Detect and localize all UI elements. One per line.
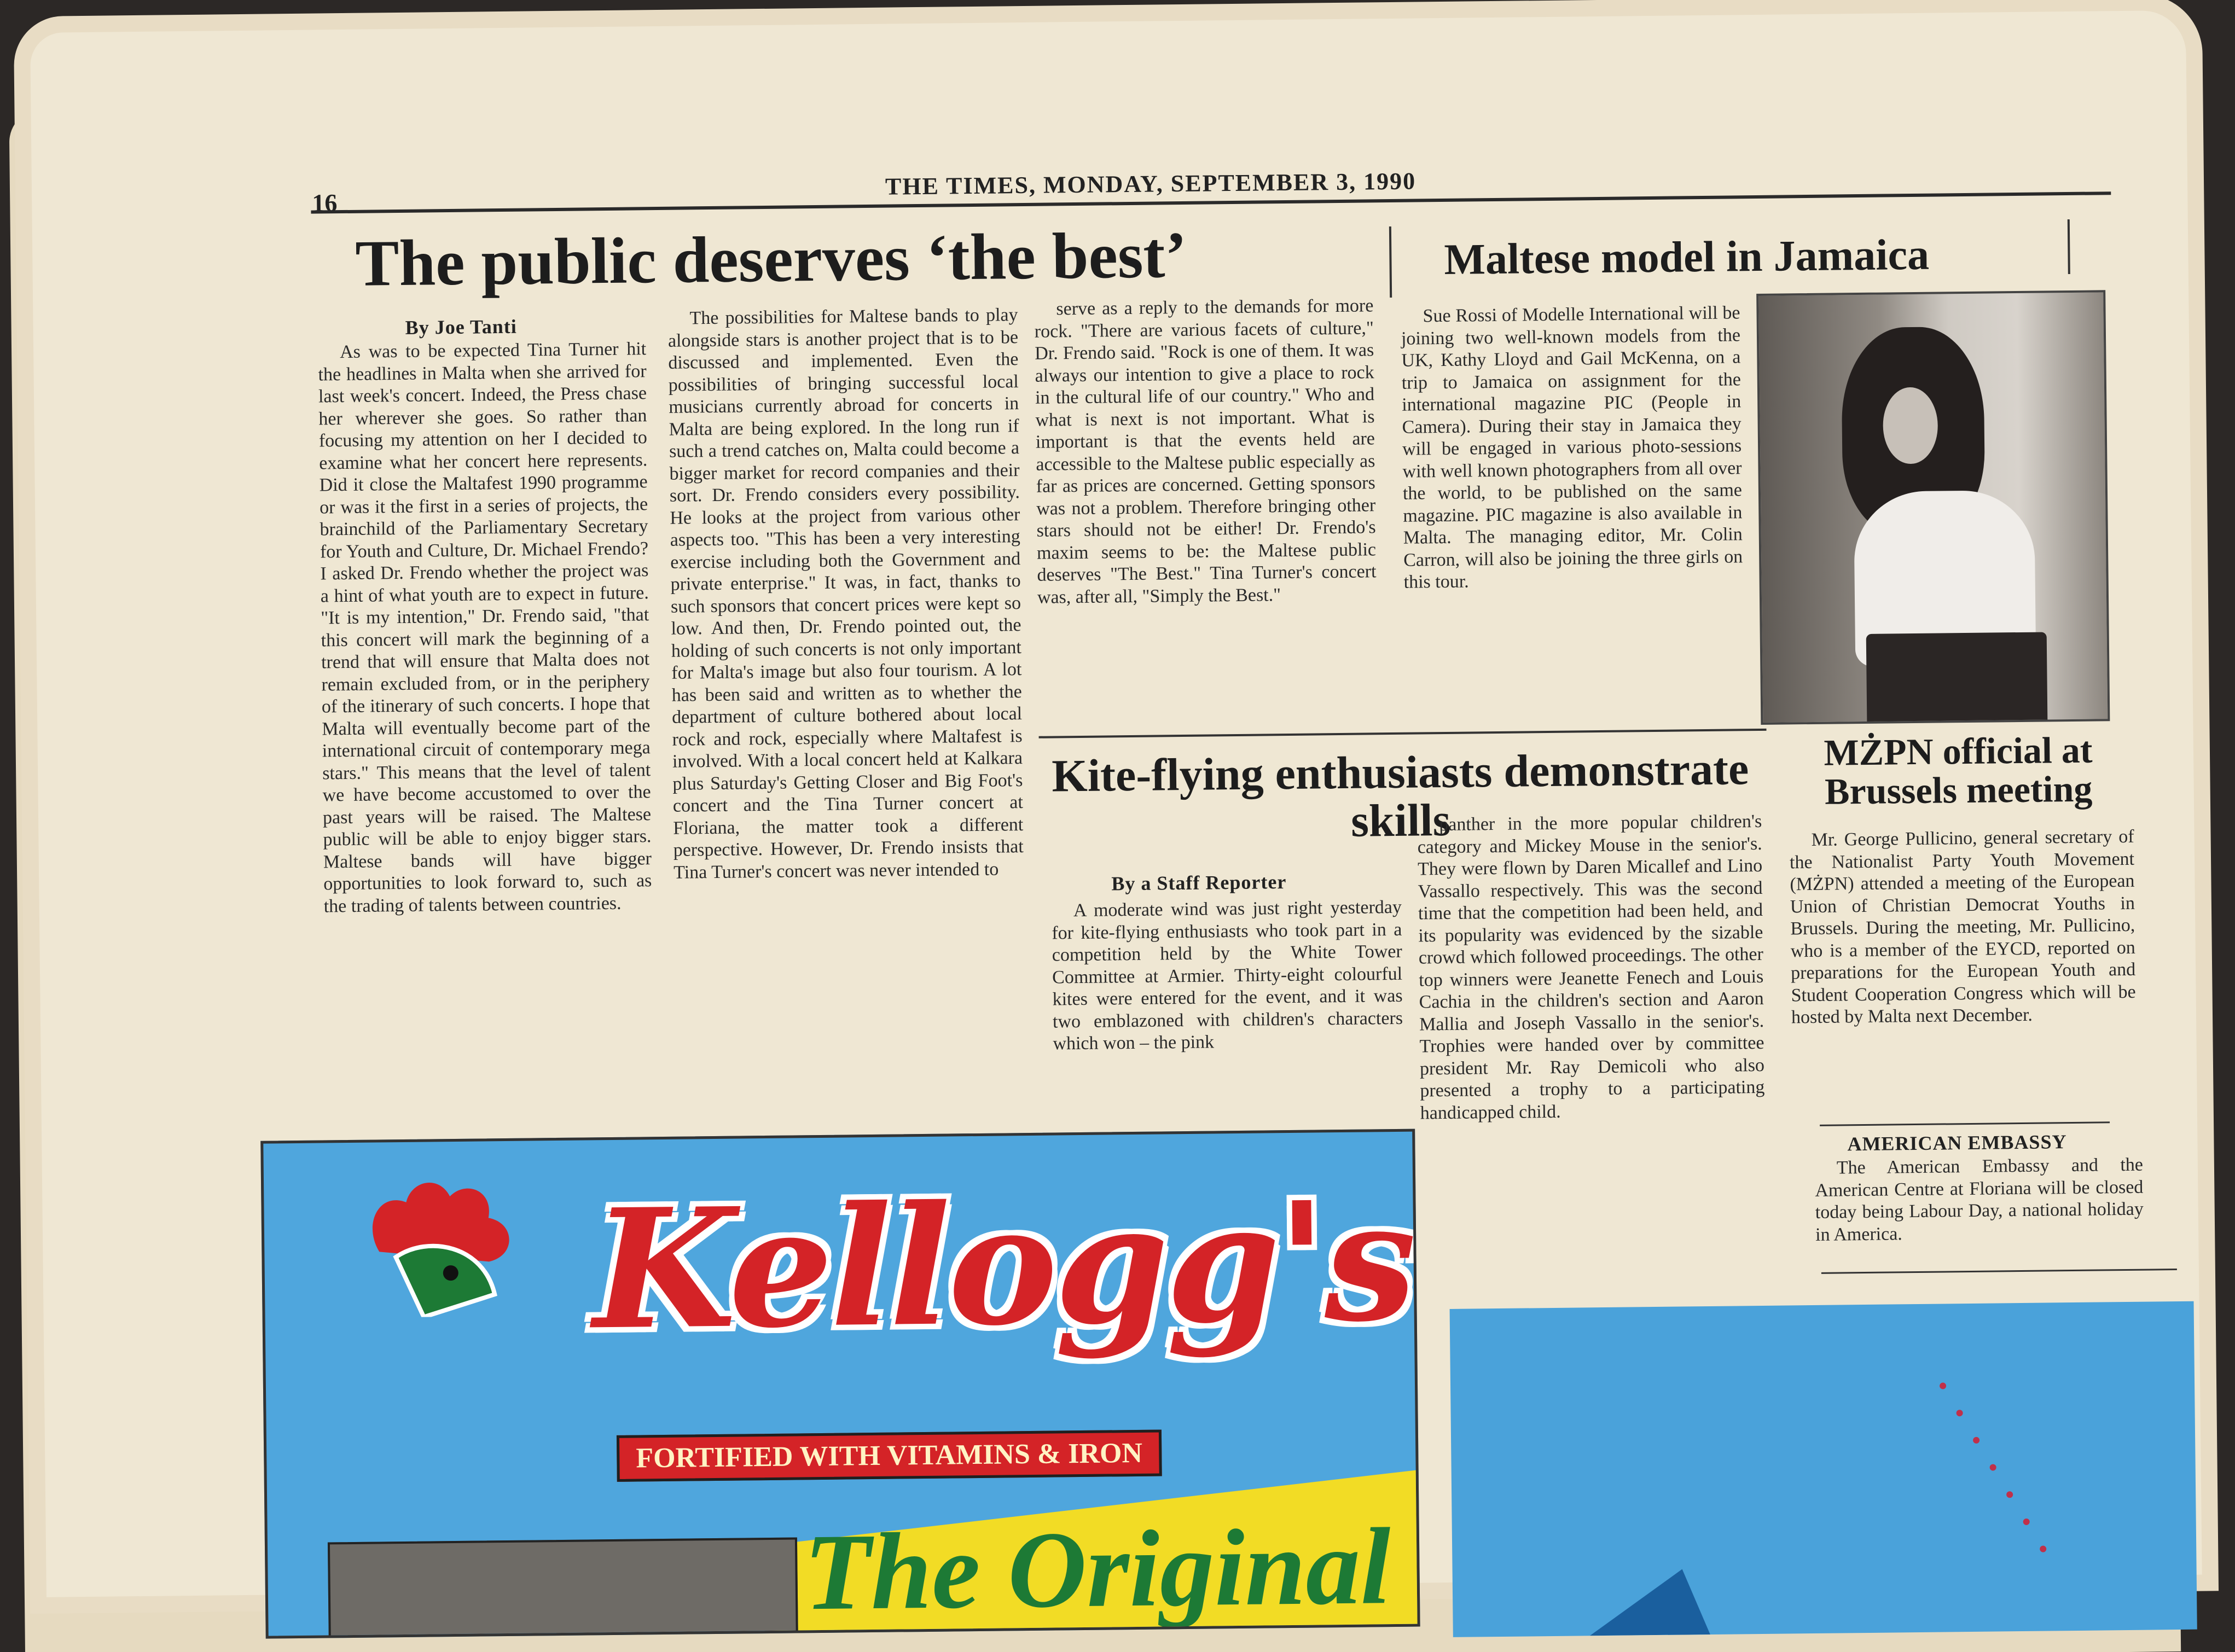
embassy-bottom-rule (1821, 1269, 2177, 1274)
embassy-article-text: The American Embassy and the American Centre at Floriana will be closed today being Labour Day, a national holiday in America. (1815, 1154, 2144, 1245)
model-headline: Maltese model in Jamaica (1444, 230, 1930, 284)
rooster-icon (357, 1174, 523, 1318)
page-number: 16 (312, 189, 338, 217)
kite-article-col1: A moderate wind was just right yesterday for kite-flying enthusiasts who took part in a competition held by the White Tower Committee at Armier. Thirty-eight colourful kites were entered for the event, and it was two emblazoned with children's characters which won – the pink (1052, 897, 1403, 1054)
mzpn-headline: MŻPN official at Brussels meeting (1824, 729, 2093, 813)
main-article-col1: As was to be expected Tina Turner hit the headlines in Malta when she arrived for last week's concert. Indeed, the Press chase her wherever she goes. So rather than focusing my attention on her I decided to examine what her concert here represents. Did it close the Maltafest 1990 programme or was it the first in a series of projects, the brainchild of the Parliamentary Secretary for Youth and Culture, Dr. Michael Frendo? I asked Dr. Frendo whether the project was a hint of what youth are to expect in future. "It is my intention," Dr. Frendo said, "that this concert will mark the beginning of a trend that will ensure that Malta does not remain excluded from, or in the periphery of the itinerary of such concerts. I hope that Malta will eventually become part of the international circuit of contemporary mega stars." This means that the level of talent we have become accustomed to over the past years will be raised. The Maltese public will be able to enjoy bigger stars. Maltese bands will have bigger opportunities to look forward to, such as the trading of talents between countries. (318, 339, 652, 916)
model-photo (1756, 290, 2110, 725)
original-slogan: The Original (803, 1506, 1392, 1633)
kelloggs-logo: Kellogg's (591, 1164, 1414, 1366)
kite-headline: Kite-flying enthusiasts demonstrate skills (1051, 743, 1749, 847)
main-article-col3: serve as a reply to the demands for more rock. "There are various facets of culture," Dr. Frendo said. "Rock is one of them. It was always our intention to give a place to rock in the cultural life of our country." Who and what is next is not important. What is important is that the events held are accessible to the Maltese public especially as far as prices are concerned. Getting sponsors was not a problem. Therefore bringing other stars should not be either! Dr. Frendo's maxim seems to be: the Maltese public deserves "The Best." Tina Turner's concert was, after all, "Simply the Best." (1034, 295, 1377, 608)
embassy-top-rule (1820, 1121, 2110, 1126)
cereal-box-graphic (328, 1537, 799, 1638)
main-article-col2: The possibilities for Maltese bands to play alongside stars is another project that is to be discussed and implemented. Even the possibilities of bringing successful local musicians currently abroad for concerts in Malta are being explored. In the long run if such a trend catches on, Malta could become a bigger market for record companies and their sort. Dr. Frendo considers every possibility. He looks at the project from various other aspects too. "This has been a very interesting exercise including both the Government and private enterprise." It was, in fact, thanks to such sponsors that concert prices were kept so low. And then, Dr. Frendo pointed out, the holding of such concerts is not only important for Malta's image but also four tourism. A lot has been said and written as to whether the department of culture bothered about local rock and rock, especially where Maltafest is involved. With a local concert held at Kalkara plus Saturday's Getting Closer and Big Foot's concert and the Tina Turner concert at Floriana, the matter took a different perspective. However, Dr. Frendo insists that Tina Turner's concert was never intended to (667, 305, 1024, 883)
model-box-right-rule (2068, 219, 2070, 274)
photo-face (1883, 387, 1938, 464)
embassy-headline: AMERICAN EMBASSY (1847, 1131, 2067, 1155)
main-byline: By Joe Tanti (405, 315, 517, 339)
kite-byline: By a Staff Reporter (1111, 871, 1287, 895)
kelloggs-advert (260, 1129, 1420, 1639)
model-box-left-rule (1389, 226, 1392, 298)
second-advert (1450, 1301, 2197, 1637)
photo-skirt (1866, 632, 2048, 724)
main-headline: The public deserves ‘the best’ (355, 218, 1187, 300)
kite-top-rule (1039, 729, 1767, 738)
kite-string-dots-icon (1450, 1301, 2197, 1637)
masthead-title: THE TIMES, MONDAY, SEPTEMBER 3, 1990 (885, 167, 1417, 200)
mzpn-article-text: Mr. George Pullicino, general secretary of the Nationalist Party Youth Movement (MŻPN) attended a meeting of the European Union of Christian Democrat Youths in Brussels. During the meeting, Mr. Pullicino, who is a member of the EYCD, reported on preparations for the European Youth and Student Cooperation Congress which will be hosted by Malta next December. (1789, 826, 2136, 1028)
fortified-banner: FORTIFIED WITH VITAMINS & IRON (617, 1429, 1162, 1481)
model-article-text: Sue Rossi of Modelle International will be joining two well-known models from the UK, Kathy Lloyd and Gail McKenna, on a trip to Jamaica on assignment for the international magazine PIC (People in Camera). During their stay in Jamaica they will be engaged in various photo-sessions with well known photographers from all over the world, to be published on the same magazine. PIC magazine is also available in Malta. The managing editor, Mr. Colin Carron, will also be joining the three girls on this tour. (1401, 303, 1743, 592)
newspaper-page (30, 10, 2202, 1633)
kite-article-col2: panther in the more popular children's category and Mickey Mouse in the senior's. They were flown by Daren Micallef and Lino Vassallo respectively. This was the second time that the competition had been held, and its popularity was evidenced by the sizable crowd which followed proceedings. The other top winners were Jeanette Fenech and Louis Cachia in the children's section and Aaron Mallia and Joseph Vassallo in the senior's. Trophies were handed over by committee president Mr. Ray Demicoli who also presented a trophy to a participating handicapped child. (1417, 811, 1765, 1124)
